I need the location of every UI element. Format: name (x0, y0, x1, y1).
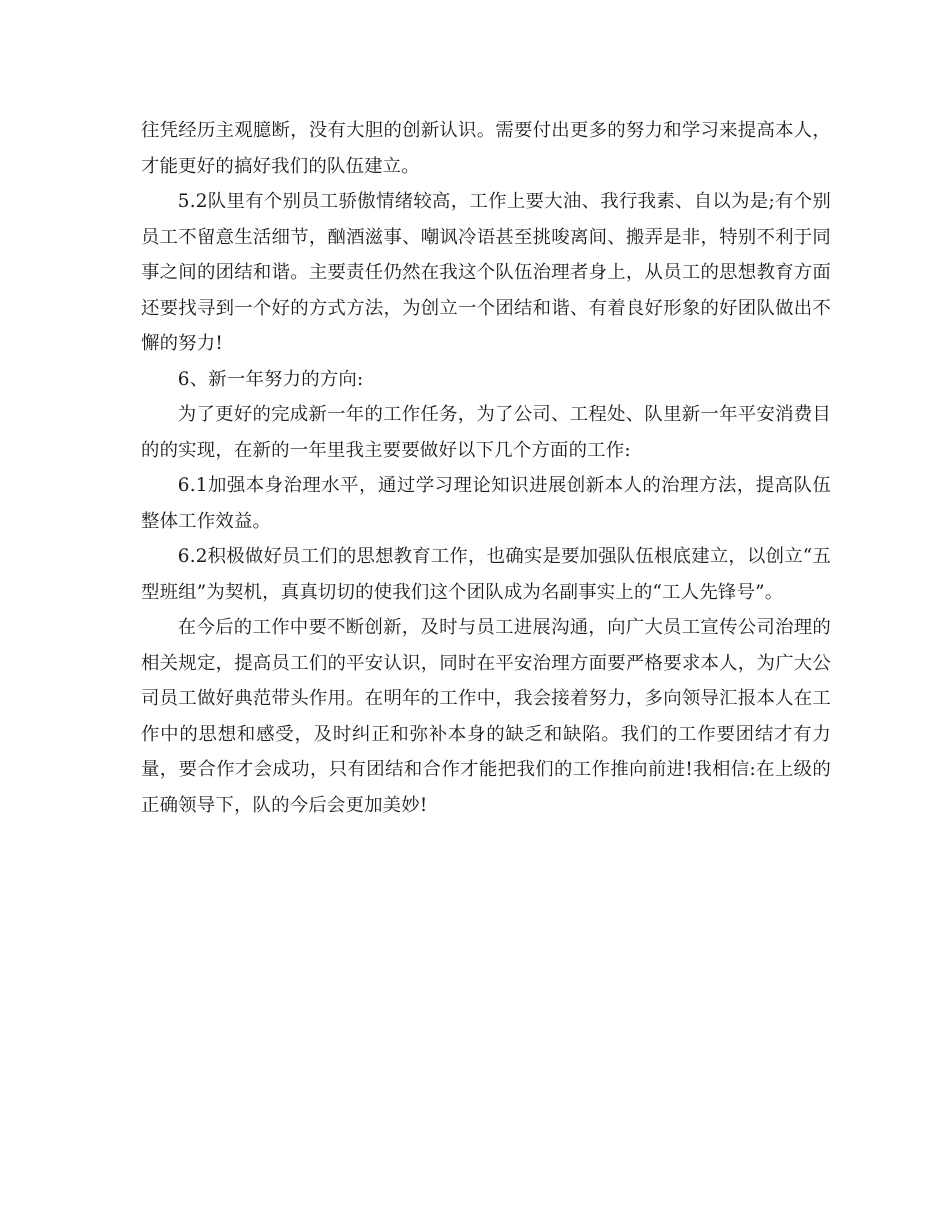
paragraph-continuation: 往凭经历主观臆断，没有大胆的创新认识。需要付出更多的努力和学习来提高本人，才能更好的搞好我们的队伍建立。 (141, 120, 831, 177)
paragraph-section-6-1: 6.1加强本身治理水平，通过学习理论知识进展创新本人的治理方法，提高队伍整体工作效益。 (141, 475, 831, 532)
paragraph-section-5-2: 5.2队里有个别员工骄傲情绪较高，工作上要大油、我行我素、自以为是;有个别员工不留意生活细节，酗酒滋事、嘲讽冷语甚至挑唆离间、搬弄是非，特别不利于同事之间的团结和谐。主要责任仍然在我这个队伍治理者身上，从员工的思想教育方面还要找寻到一个好的方式方法，为创立一个团结和谐、有着良好形象的好团队做出不懈的努力! (141, 191, 831, 354)
section-6-heading: 6、新一年努力的方向: (177, 368, 364, 390)
paragraph-section-6-intro: 为了更好的完成新一年的工作任务，为了公司、工程处、队里新一年平安消费目的的实现，在新的一年里我主要要做好以下几个方面的工作: (141, 404, 831, 461)
paragraph-section-6-2: 6.2积极做好员工们的思想教育工作，也确实是要加强队伍根底建立，以创立“五型班组”为契机，真真切切的使我们这个团队成为名副事实上的“工人先锋号”。 (141, 546, 831, 603)
document-body (141, 113, 831, 823)
paragraph-closing: 在今后的工作中要不断创新，及时与员工进展沟通，向广大员工宣传公司治理的相关规定，提高员工们的平安认识，同时在平安治理方面要严格要求本人，为广大公司员工做好典范带头作用。在明年的工作中，我会接着努力，多向领导汇报本人在工作中的思想和感受，及时纠正和弥补本身的缺乏和缺陷。我们的工作要团结才有力量，要合作才会成功，只有团结和合作才能把我们的工作推向前进!我相信:在上级的正确领导下，队的今后会更加美妙! (141, 617, 831, 816)
